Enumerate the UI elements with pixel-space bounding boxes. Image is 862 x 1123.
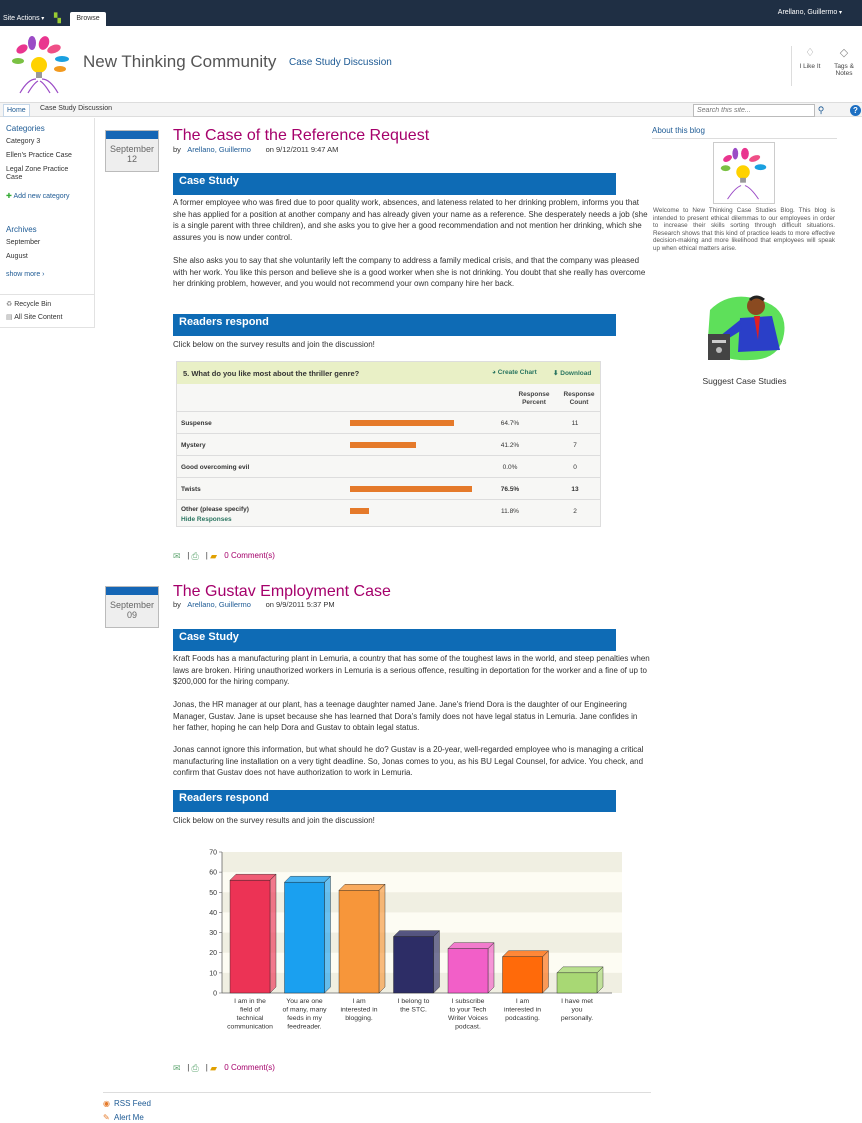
survey-row	[177, 433, 600, 455]
bar-top	[557, 967, 603, 973]
bar	[448, 949, 488, 993]
bar-side	[488, 943, 494, 993]
col-count-1: Response	[563, 391, 595, 398]
survey-row	[177, 455, 600, 477]
subsite-title[interactable]: Case Study Discussion	[289, 57, 392, 68]
about-heading: About this blog	[652, 126, 705, 135]
tags-notes-button[interactable]	[827, 46, 861, 77]
x-tick-label: communication	[227, 1023, 273, 1031]
y-tick-label: 20	[209, 950, 217, 958]
x-tick-label: You are one	[286, 998, 323, 1005]
y-tick-label: 60	[209, 869, 217, 877]
y-tick-label: 0	[213, 990, 217, 998]
nav-home[interactable]: Home	[3, 104, 30, 117]
nav-case-study-discussion[interactable]: Case Study Discussion	[40, 105, 112, 112]
x-tick-label: Writer Voices	[448, 1015, 488, 1022]
x-tick-label: podcast.	[455, 1023, 481, 1031]
col-percent-header	[512, 391, 556, 407]
rss-icon: ◉	[103, 1099, 110, 1108]
survey-option-label: Twists	[181, 486, 201, 493]
bar-top	[394, 931, 440, 937]
tag-icon: ◇	[839, 47, 849, 59]
all-site-content-label: All Site Content	[14, 314, 63, 321]
post-paragraph: Kraft Foods has a manufacturing plant in Lemuria, a country that has some of the toughest laws in the world, and steep penalties when laws are broken. Hiring unauthorized workers in Lemuria is a serious offence, resulting in deportation for the worker and a fine of up to $200,000 for the hiring company.	[173, 654, 650, 686]
archive-item[interactable]: September	[6, 239, 41, 246]
add-category-label: Add new category	[13, 193, 70, 200]
site-actions-menu[interactable]: Site Actions ▾	[3, 15, 44, 22]
suggestion-box-clipart[interactable]	[700, 290, 792, 370]
post-month: September	[109, 144, 155, 154]
bar-side	[325, 876, 331, 993]
x-tick-label: field of	[239, 1006, 261, 1014]
archive-item[interactable]: August	[6, 253, 28, 260]
bar-side	[270, 874, 276, 993]
comments-link[interactable]: 0 Comment(s)	[224, 551, 275, 561]
post-date-text: on 9/9/2011 5:37 PM	[265, 600, 335, 609]
add-category-link[interactable]	[6, 192, 69, 200]
chevron-right-icon: ›	[40, 271, 45, 278]
x-tick-label: I am in the	[234, 998, 266, 1005]
help-icon[interactable]: ?	[850, 105, 861, 116]
col-count-header	[557, 391, 601, 407]
recycle-bin-label: Recycle Bin	[14, 301, 52, 308]
user-menu[interactable]: Arellano, Guillermo ▾	[778, 9, 842, 16]
post-byline	[173, 600, 335, 609]
post-month: September	[109, 600, 155, 610]
email-icon[interactable]: ✉	[173, 551, 181, 561]
survey-percent: 76.5%	[500, 486, 520, 493]
survey-question: 5. What do you like most about the thriller genre?	[183, 369, 360, 378]
rss-feed-link[interactable]	[103, 1099, 151, 1108]
post-date	[105, 586, 159, 628]
survey-percent: 64.7%	[500, 420, 520, 427]
bar	[339, 890, 379, 993]
hide-responses-link[interactable]: Hide Responses	[181, 516, 232, 523]
post-actions: ✉ | ⎙ | ▰ 0 Comment(s)	[173, 1063, 275, 1073]
post-byline	[173, 145, 338, 154]
x-tick-label: interested in	[503, 1006, 542, 1014]
quick-launch	[0, 118, 95, 328]
x-tick-label: of many, many	[282, 1006, 327, 1014]
bar	[285, 882, 325, 993]
date-bar	[106, 587, 158, 595]
navigate-up-icon[interactable]: ▚	[54, 13, 61, 23]
section-header: Readers respond	[173, 314, 616, 336]
bar-top	[339, 884, 385, 890]
recycle-bin-link[interactable]	[6, 301, 90, 309]
create-chart-link[interactable]	[492, 369, 537, 376]
post-day: 09	[126, 610, 137, 620]
survey-option-label: Other (please specify)	[181, 506, 249, 513]
x-tick-label: feedreader.	[287, 1023, 322, 1031]
alert-me-link[interactable]	[103, 1113, 144, 1122]
post-paragraph: She also asks you to say that she voluntarily left the company to address a family medical crisis, and that the company was pleased with her work. You like this person and believe she is a good worker when she is not drinking. You doubt that she really has overcome her drinking problem, however, and you would not recommend your own company hire her back.	[173, 256, 646, 288]
about-divider	[652, 138, 837, 139]
i-like-it-button[interactable]	[793, 46, 827, 70]
x-tick-label: technical	[236, 1015, 264, 1022]
bar-top	[230, 874, 276, 880]
x-tick-label: feeds in my	[287, 1015, 322, 1022]
x-tick-label: to your Tech	[449, 1006, 487, 1014]
col-percent-2: Percent	[522, 399, 546, 406]
by-label: by	[173, 600, 181, 609]
post-paragraph: Jonas cannot ignore this information, but what should he do? Gustav is a 20-year, well-regarded employee who is managing a critical manufacturing line installation on a very tight deadline. So, Jonas comes to you, as his BU Legal Counsel, for advice. You check, and confirm that Gustav does not have authorization to work in Lemuria.	[173, 745, 644, 777]
categories-heading[interactable]: Categories	[6, 124, 45, 133]
y-tick-label: 70	[209, 849, 217, 857]
all-site-content-link[interactable]	[6, 314, 90, 322]
author-link[interactable]: Arellano, Guillermo	[187, 145, 251, 154]
survey-row	[177, 499, 600, 527]
x-tick-label: I belong to	[397, 998, 430, 1005]
post-date-text: on 9/12/2011 9:47 AM	[265, 145, 339, 154]
i-like-it-label: I Like It	[799, 63, 821, 70]
survey-option-label: Suspense	[181, 420, 212, 427]
x-tick-label: I have met	[561, 998, 593, 1005]
survey-bar	[350, 486, 472, 492]
x-tick-label: personally.	[560, 1015, 594, 1022]
survey-count: 11	[571, 420, 579, 427]
x-tick-label: I subscribe	[451, 998, 485, 1005]
grid-band	[222, 852, 622, 872]
comments-link[interactable]: 0 Comment(s)	[224, 1063, 275, 1073]
comment-icon[interactable]: ▰	[210, 1063, 217, 1073]
download-icon: ⬇	[553, 370, 561, 377]
tags-notes-label-2: Notes	[835, 70, 853, 77]
respond-text: Click below on the survey results and join the discussion!	[173, 816, 375, 825]
x-tick-label: I am	[515, 998, 530, 1005]
survey-percent: 11.8%	[501, 508, 519, 515]
x-tick-label: I am	[352, 998, 366, 1005]
x-tick-label: interested in	[340, 1006, 378, 1014]
print-icon[interactable]: ⎙	[191, 1063, 199, 1073]
print-icon[interactable]: ⎙	[191, 551, 199, 561]
col-count-2: Count	[569, 399, 589, 406]
site-header	[0, 26, 862, 102]
x-tick-label: the STC.	[400, 1006, 427, 1014]
about-text: Welcome to New Thinking Case Studies Blog. This blog is intended to present ethical dilemmas to our employees in order to increase their skills sorting through difficult situations. Research shows that this kind of practice leads to more effective decision-making and more likelihood that employees will speak up when ethical matters arise.	[653, 207, 835, 252]
sidebar-divider	[0, 294, 94, 295]
post-title[interactable]: The Case of the Reference Request	[173, 127, 430, 144]
survey-option-label: Good overcoming evil	[181, 464, 250, 471]
survey-count: 7	[573, 442, 577, 449]
alert-icon: ✎	[103, 1113, 110, 1122]
section-header: Readers respond	[173, 790, 616, 812]
survey-bar-chart[interactable]	[196, 840, 628, 1040]
post-date	[105, 130, 159, 172]
bar	[230, 880, 270, 993]
tab-browse[interactable]: Browse	[70, 12, 106, 26]
survey-percent: 0.0%	[502, 464, 518, 471]
download-label: Download	[560, 370, 592, 377]
archives-heading[interactable]: Archives	[6, 225, 37, 234]
footer-divider	[103, 1092, 651, 1093]
search-input[interactable]	[693, 104, 815, 117]
header-divider	[791, 46, 792, 86]
survey-header	[177, 362, 600, 384]
add-icon: ✚	[6, 193, 14, 200]
survey-count: 13	[571, 486, 579, 493]
suggest-case-studies-link[interactable]: Suggest Case Studies	[702, 376, 787, 386]
y-tick-label: 50	[209, 889, 217, 897]
survey-percent: 41.2%	[500, 442, 520, 449]
survey-bar	[350, 508, 369, 514]
bar-side	[434, 931, 440, 993]
bar-top	[503, 951, 549, 957]
y-tick-label: 40	[209, 909, 217, 917]
author-link[interactable]: Arellano, Guillermo	[187, 600, 251, 609]
y-tick-label: 30	[209, 930, 217, 938]
survey-bar	[350, 442, 416, 448]
post-day: 12	[126, 154, 137, 164]
survey-row	[177, 477, 600, 499]
bar	[503, 957, 543, 993]
site-content-icon: ▤	[6, 314, 15, 321]
grid-band	[222, 892, 622, 912]
comment-icon[interactable]: ▰	[210, 551, 217, 561]
download-link[interactable]	[553, 369, 591, 377]
survey-option-label: Mystery	[181, 442, 206, 449]
survey-row	[177, 411, 600, 433]
date-bar	[106, 131, 158, 139]
ribbon	[0, 0, 862, 26]
show-more-link[interactable]	[6, 271, 45, 278]
category-item[interactable]: Ellen's Practice Case	[6, 152, 72, 159]
show-more-label: show more	[6, 271, 41, 278]
rss-feed-label: RSS Feed	[114, 1099, 151, 1108]
bar	[394, 937, 434, 993]
bar-top	[448, 943, 494, 949]
bar-top	[285, 876, 331, 882]
x-tick-label: podcasting.	[505, 1015, 540, 1022]
respond-text: Click below on the survey results and join the discussion!	[173, 340, 375, 349]
section-header: Case Study	[173, 173, 616, 195]
tags-notes-label-1: Tags &	[834, 63, 854, 70]
x-tick-label: blogging.	[345, 1015, 373, 1022]
section-header: Case Study	[173, 629, 616, 651]
category-item[interactable]: Legal Zone Practice Case	[6, 166, 69, 181]
top-navigation	[0, 102, 862, 117]
post-paragraph: Jonas, the HR manager at our plant, has a teenage daughter named Jane. Jane's friend Dora is the daughter of our Engineering Manager, Gustav. Jane is upset because she has learned that Dora's family does not have legal status in Lemuria. Jane confides in her father, hoping he can help Dora and Gustav to obtain legal status.	[173, 700, 638, 732]
site-logo[interactable]	[8, 35, 74, 95]
survey-results[interactable]	[176, 361, 601, 527]
post-title[interactable]: The Gustav Employment Case	[173, 583, 391, 600]
bar-side	[543, 951, 549, 993]
x-tick-label: you	[571, 1006, 583, 1014]
create-chart-label: Create Chart	[497, 369, 537, 376]
thumbs-up-icon: ♢	[805, 47, 815, 59]
by-label: by	[173, 145, 181, 154]
post-actions: ✉ | ⎙ | ▰ 0 Comment(s)	[173, 551, 275, 561]
post-paragraph: A former employee who was fired due to poor quality work, absences, and lateness related to her drinking problem, informs you that she has applied for a position at another company and has already given your name as a reference. She desperately needs a job (she is a single parent with three children), and she asks you to give her a good recommendation and not mention her drinking, which she assures you is now under control.	[173, 198, 648, 242]
bar-side	[379, 884, 385, 993]
search-icon[interactable]: ⚲	[817, 105, 825, 115]
blog-logo	[713, 142, 775, 204]
survey-bar	[350, 420, 454, 426]
survey-count: 0	[573, 464, 577, 471]
site-title[interactable]: New Thinking Community	[83, 52, 277, 71]
email-icon[interactable]: ✉	[173, 1063, 181, 1073]
recycle-bin-icon: ♻	[6, 301, 15, 308]
chart-icon: ◕	[492, 369, 498, 376]
survey-count: 2	[573, 508, 577, 515]
alert-me-label: Alert Me	[114, 1113, 144, 1122]
category-item[interactable]: Category 3	[6, 138, 41, 145]
col-percent-1: Response	[518, 391, 550, 398]
y-tick-label: 10	[209, 970, 217, 978]
bar	[557, 973, 597, 993]
